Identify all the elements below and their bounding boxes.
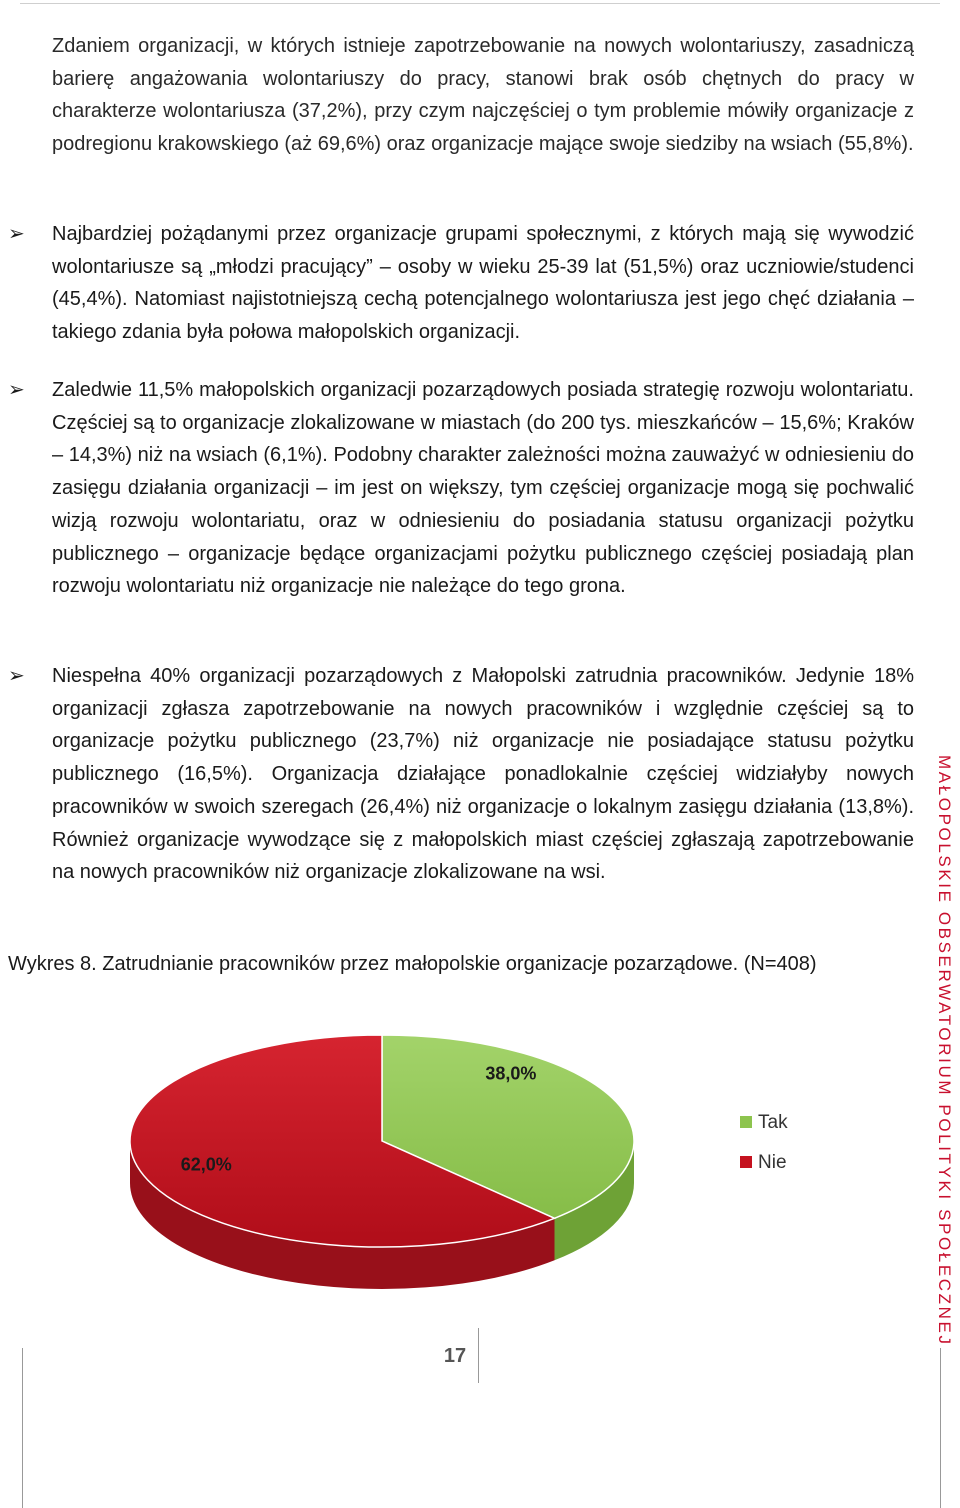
- footer-rule-right: [940, 1348, 941, 1508]
- page-number: 17: [443, 1345, 467, 1367]
- paragraph-bullet-2: Zaledwie 11,5% małopolskich organizacji pozarządowych posiada strategię rozwoju wolontariatu. Częściej są to organizacje zlokalizowane w miastach (do 200 tys. mieszkańców – 15,6%; Kraków – 14,3%) niż na wsiach (6,1%). Podobny charakter zależności można zauważyć w odniesieniu do zasięgu działania organizacji – im jest on większy, tym częściej organizacje mogą się pochwalić wizją rozwoju wolontariatu, oraz w odniesieniu do posiadania statusu organizacji pożytku publicznego – organizacje będące organizacjami pożytku publicznego częściej posiadają plan rozwoju wolontariatu niż organizacje nie należące do tego grona.: [52, 379, 914, 598]
- bullet-marker-2: ➢: [8, 379, 25, 401]
- data-label-nie: 62,0%: [180, 1154, 232, 1175]
- pie-chart-svg: [100, 1015, 860, 1315]
- pie-chart: [100, 1015, 860, 1315]
- legend-label-tak: Tak: [758, 1112, 788, 1133]
- data-label-tak: 38,0%: [485, 1063, 537, 1084]
- paragraph-bullet-3: Niespełna 40% organizacji pozarządowych z Małopolski zatrudnia pracowników. Jedynie 18% organizacji zgłasza zapotrzebowanie na nowych pracowników i względnie częściej są to organizacje pożytku publicznego (23,7%) niż organizacje nie posiadające statusu pożytku publicznego (16,5%). Organizacja działające ponadlokalnie częściej widziałyby nowych pracowników w swoich szeregach (26,4%) niż organizacje o lokalnym zasięgu działania (13,8%). Również organizacje wywodzące się z małopolskich miast częściej zgłaszają zapotrzebowanie na nowych pracowników niż organizacje zlokalizowane na wsi.: [52, 665, 914, 884]
- bullet-marker-1: ➢: [8, 223, 25, 245]
- paragraph-bullet-1: Najbardziej pożądanymi przez organizacje grupami społecznymi, z których mają się wywodzić wolontariusze są „młodzi pracujący” – osoby w wieku 25-39 lat (51,5%) oraz uczniowie/studenci (45,4%). Natomiast najistotniejszą cechą potencjalnego wolontariusza jest jego chęć działania – takiego zdania była połowa małopolskich organizacji.: [52, 223, 914, 344]
- legend-label-nie: Nie: [758, 1152, 787, 1173]
- chart-caption: Wykres 8. Zatrudnianie pracowników przez małopolskie organizacje pozarządowe. (N=408): [8, 953, 817, 975]
- top-rule: [20, 3, 940, 4]
- paragraph-intro: Zdaniem organizacji, w których istnieje zapotrzebowanie na nowych wolontariuszy, zasadniczą barierę angażowania wolontariuszy do pracy, stanowi brak osób chętnych do pracy w charakterze wolontariusza (37,2%), przy czym najczęściej o tym problemie mówiły organizacje z podregionu krakowskiego (aż 69,6%) oraz organizacje mające swoje siedziby na wsiach (55,8%).: [52, 35, 914, 156]
- legend-swatch-nie: [740, 1156, 752, 1168]
- bullet-marker-3: ➢: [8, 665, 25, 687]
- footer-rule-left: [22, 1348, 23, 1508]
- legend-swatch-tak: [740, 1116, 752, 1128]
- side-label-series: MAŁOPOLSKIE OBSERWATORIUM POLITYKI SPOŁECZNEJ: [935, 755, 954, 1347]
